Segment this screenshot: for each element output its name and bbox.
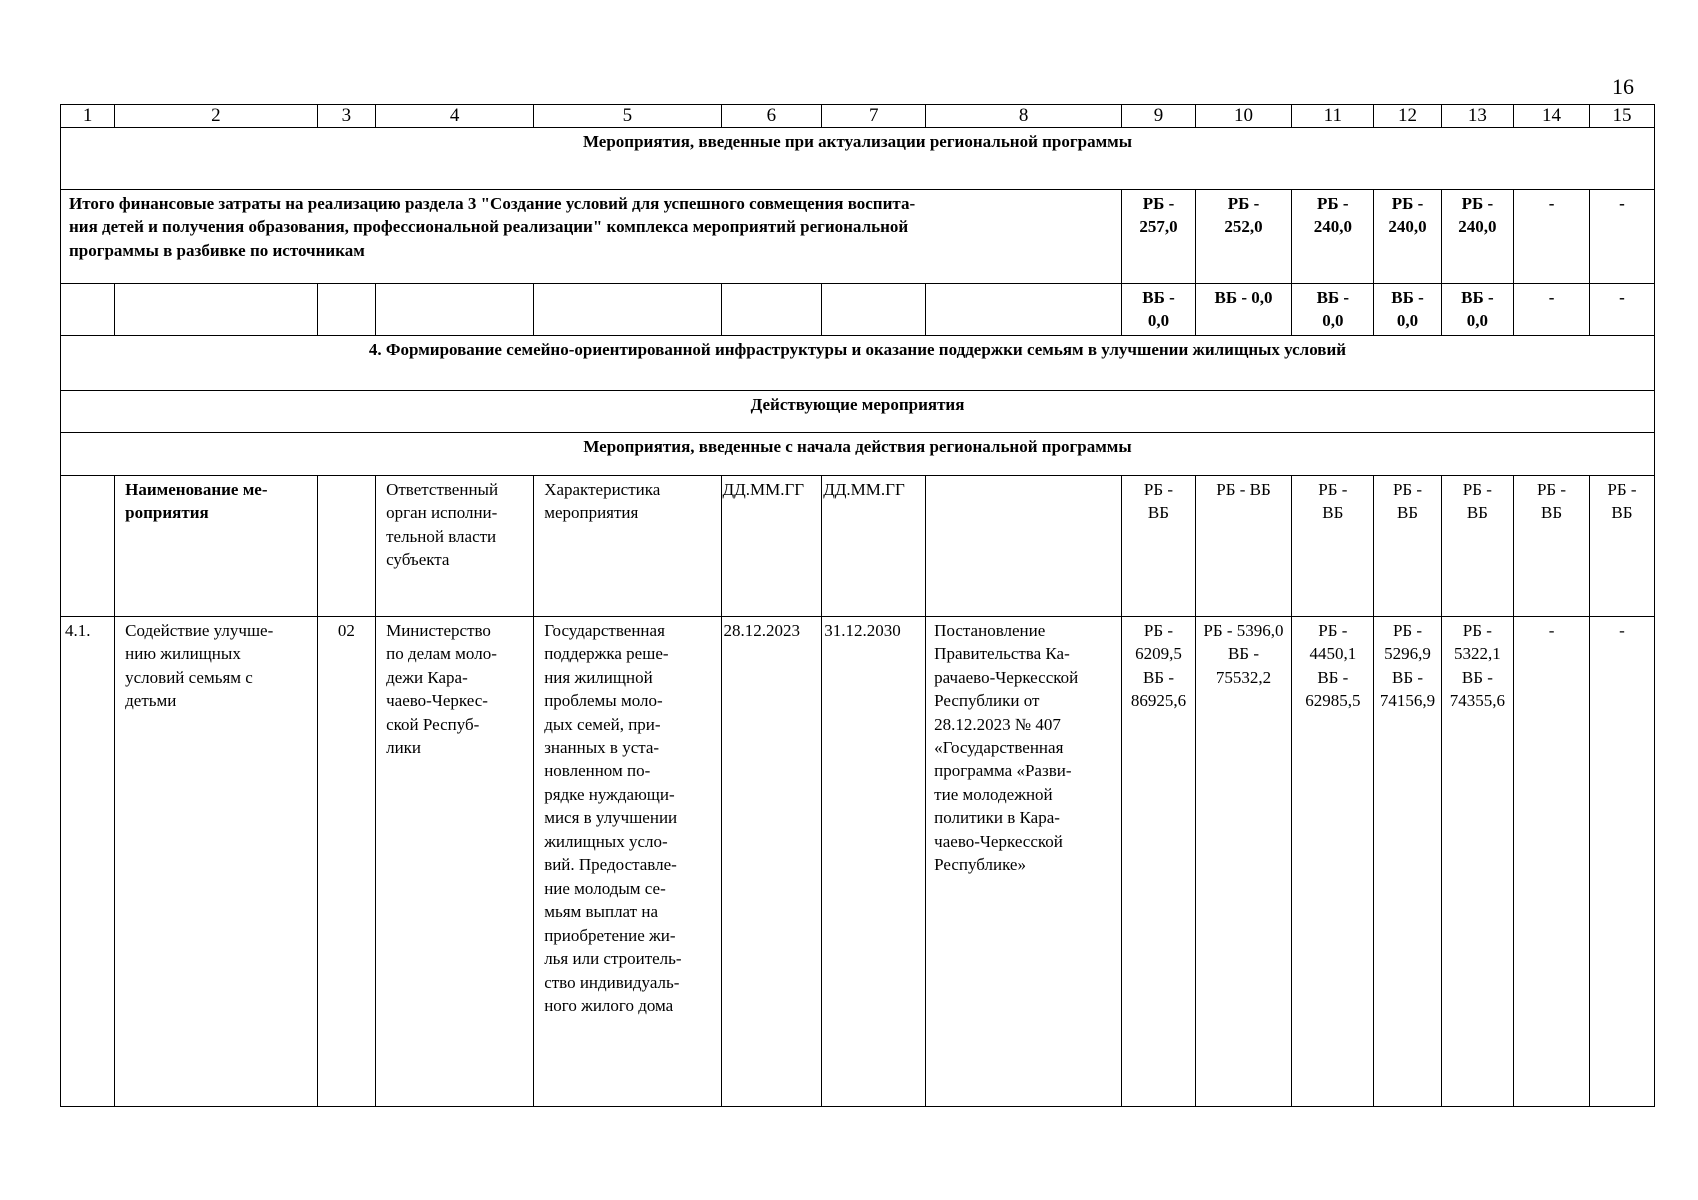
totals-vb-value: ВБ - 0,0	[1195, 283, 1291, 335]
header-funding: РБ - ВБ	[1122, 475, 1196, 616]
header-funding: РБ - ВБ	[1514, 475, 1590, 616]
header-funding: РБ - ВБ	[1292, 475, 1374, 616]
empty-cell	[317, 283, 375, 335]
measure-name: Содействие улучше- нию жилищных условий семьям с детьми	[115, 616, 317, 1106]
header-funding: РБ - ВБ	[1374, 475, 1441, 616]
measure-row-4-1	[61, 616, 1655, 1106]
measure-responsible: Министерство по делам моло- дежи Кара- чаево-Черкес- ской Респуб- лики	[376, 616, 534, 1106]
header-date-end: ДД.ММ.ГГ	[822, 475, 926, 616]
column-number: 8	[926, 105, 1122, 128]
totals-line: ния детей и получения образования, профессиональной реализации" комплекса мероприятий региональной	[69, 217, 909, 237]
totals-vb-value: ВБ - 0,0	[1441, 283, 1514, 335]
totals-rb-value: РБ - 257,0	[1122, 189, 1196, 283]
column-number: 10	[1195, 105, 1291, 128]
header-date-start: ДД.ММ.ГГ	[721, 475, 822, 616]
column-number: 3	[317, 105, 375, 128]
column-number: 7	[822, 105, 926, 128]
totals-vb-value: ВБ - 0,0	[1374, 283, 1441, 335]
column-number: 15	[1589, 105, 1654, 128]
column-number: 9	[1122, 105, 1196, 128]
totals-rb-row	[61, 189, 1655, 283]
empty-cell	[534, 283, 721, 335]
section-heading-since-start: Мероприятия, введенные с начала действия региональной программы	[61, 432, 1655, 475]
section-row	[61, 127, 1655, 189]
header-characteristics: Характеристика мероприятия	[534, 475, 721, 616]
totals-rb-value: РБ - 240,0	[1292, 189, 1374, 283]
empty-cell	[61, 283, 115, 335]
measure-funding: РБ - 5296,9 ВБ - 74156,9	[1374, 616, 1441, 1106]
column-number: 2	[115, 105, 317, 128]
totals-rb-value: РБ - 240,0	[1374, 189, 1441, 283]
measure-funding: -	[1589, 616, 1654, 1106]
empty-cell	[926, 475, 1122, 616]
column-number: 4	[376, 105, 534, 128]
measure-date-start: 28.12.2023	[721, 616, 822, 1106]
totals-vb-value: ВБ - 0,0	[1122, 283, 1196, 335]
totals-rb-value: РБ - 252,0	[1195, 189, 1291, 283]
header-name: Наименование ме- роприятия	[115, 475, 317, 616]
section-heading-new-measures: Мероприятия, введенные при актуализации региональной программы	[61, 127, 1655, 189]
empty-cell	[926, 283, 1122, 335]
totals-vb-value: ВБ - 0,0	[1292, 283, 1374, 335]
header-funding: РБ - ВБ	[1589, 475, 1654, 616]
header-funding: РБ - ВБ	[1195, 475, 1291, 616]
totals-vb-row	[61, 283, 1655, 335]
column-number: 5	[534, 105, 721, 128]
section-row	[61, 432, 1655, 475]
column-number: 6	[721, 105, 822, 128]
measure-characteristics: Государственная поддержка реше- ния жилищной проблемы моло- дых семей, при- знанных в уста- новленном по- рядке нуждающи- мися в улучшении жилищных усло- вий. Предоставле- ние молодым се- мьям выплат на приобретение жи- лья или строитель- ство индивидуаль- ного жилого дома	[534, 616, 721, 1106]
measure-funding: -	[1514, 616, 1590, 1106]
header-row	[61, 475, 1655, 616]
totals-line: Итого финансовые затраты на реализацию раздела 3 "Создание условий для успешного совмещения воспита-	[69, 193, 916, 213]
column-number: 1	[61, 105, 115, 128]
section-row	[61, 335, 1655, 390]
measure-code: 02	[317, 616, 375, 1106]
empty-cell	[376, 283, 534, 335]
measure-funding: РБ - 4450,1 ВБ - 62985,5	[1292, 616, 1374, 1106]
measure-legal-basis: Постановление Правительства Ка- рачаево-Черкесской Республики от 28.12.2023 № 407 «Государственная программа «Разви- тие молодежной политики в Кара- чаево-Черкесской Республике»	[926, 616, 1122, 1106]
totals-rb-value: -	[1514, 189, 1590, 283]
page-number: 16	[1612, 74, 1634, 99]
measure-funding: РБ - 6209,5 ВБ - 86925,6	[1122, 616, 1196, 1106]
column-number: 13	[1441, 105, 1514, 128]
empty-cell	[61, 475, 115, 616]
measure-funding: РБ - 5396,0 ВБ - 75532,2	[1195, 616, 1291, 1106]
header-funding: РБ - ВБ	[1441, 475, 1514, 616]
totals-line: программы в разбивке по источникам	[69, 240, 365, 260]
empty-cell	[822, 283, 926, 335]
measure-number: 4.1.	[61, 616, 115, 1106]
totals-rb-value: РБ - 240,0	[1441, 189, 1514, 283]
section-heading-current-measures: Действующие мероприятия	[61, 390, 1655, 432]
measure-date-end: 31.12.2030	[822, 616, 926, 1106]
measure-funding: РБ - 5322,1 ВБ - 74355,6	[1441, 616, 1514, 1106]
totals-vb-value: -	[1514, 283, 1590, 335]
totals-vb-value: -	[1589, 283, 1654, 335]
section-heading-4: 4. Формирование семейно-ориентированной инфраструктуры и оказание поддержки семьям в улучшении жилищных условий	[61, 335, 1655, 390]
empty-cell	[721, 283, 822, 335]
program-measures-table	[60, 104, 1655, 1107]
column-number: 12	[1374, 105, 1441, 128]
column-number: 14	[1514, 105, 1590, 128]
empty-cell	[317, 475, 375, 616]
column-numbers-row	[61, 105, 1655, 128]
empty-cell	[115, 283, 317, 335]
section-row	[61, 390, 1655, 432]
column-number: 11	[1292, 105, 1374, 128]
header-responsible: Ответственный орган исполни- тельной власти субъекта	[376, 475, 534, 616]
totals-rb-value: -	[1589, 189, 1654, 283]
totals-description	[61, 189, 1122, 283]
